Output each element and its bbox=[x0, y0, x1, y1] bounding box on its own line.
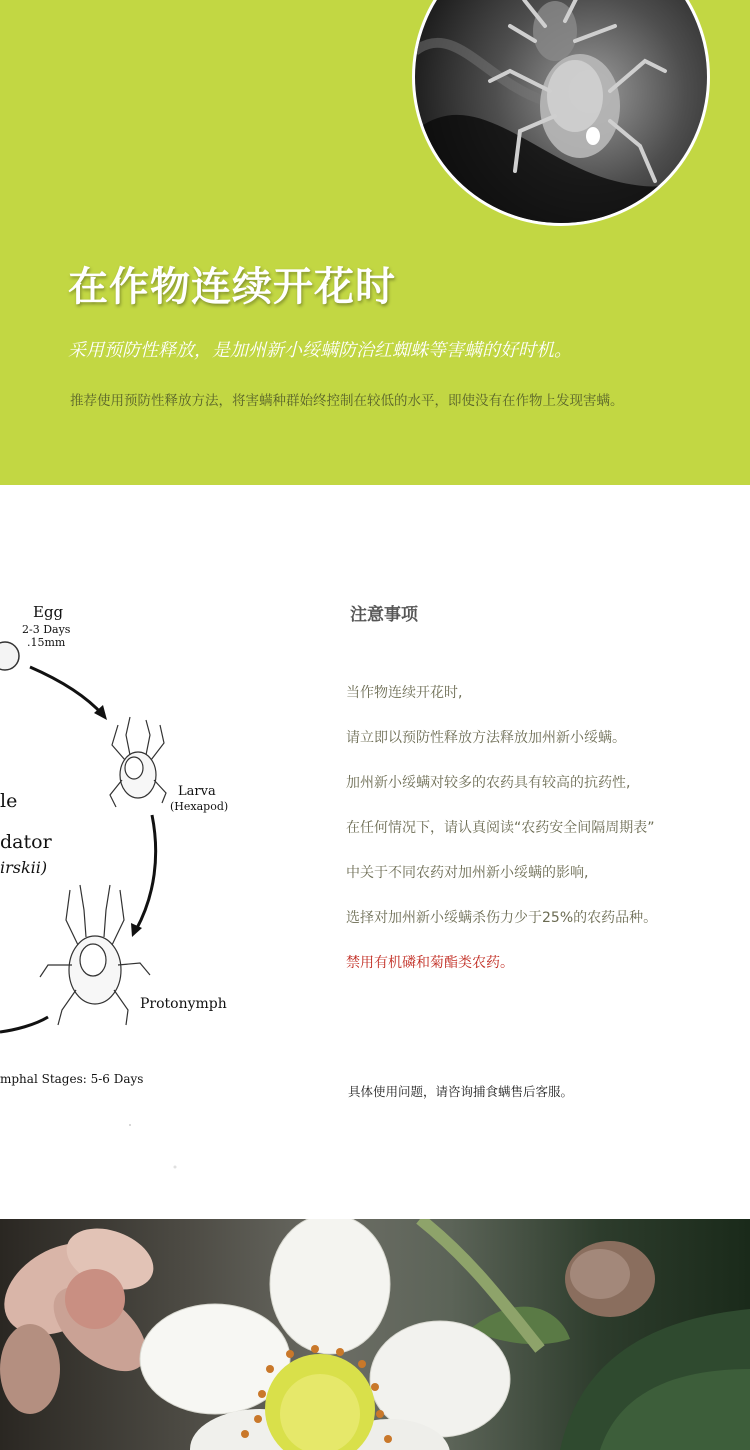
center-title-line3: irskii) bbox=[0, 858, 48, 877]
notes-item: 加州新小绥螨对较多的农药具有较高的抗药性, bbox=[346, 775, 631, 791]
hero-description: 推荐使用预防性释放方法，将害螨种群始终控制在较低的水平，即使没有在作物上发现害螨。 bbox=[70, 393, 624, 409]
notes-item: 请立即以预防性释放方法释放加州新小绥螨。 bbox=[346, 730, 626, 746]
notes-title: 注意事项 bbox=[350, 605, 418, 625]
protonymph-icon bbox=[40, 885, 150, 1025]
notes-list bbox=[346, 683, 657, 998]
egg-label: Egg bbox=[33, 603, 64, 621]
mite-lifecycle-diagram bbox=[0, 585, 330, 1185]
strawberry-flower-icon bbox=[0, 1219, 750, 1450]
larva-sub-label: (Hexapod) bbox=[170, 800, 229, 813]
notes-item: 选择对加州新小绥螨杀伤力少于25%的农药品种。 bbox=[346, 910, 658, 926]
egg-days: 2-3 Days bbox=[22, 623, 71, 636]
center-title-line2: dator bbox=[0, 831, 52, 853]
larva-icon bbox=[110, 717, 166, 807]
larva-label: Larva bbox=[178, 784, 216, 799]
notes-item: 当作物连续开花时, bbox=[346, 685, 463, 701]
protonymph-label: Protonymph bbox=[140, 996, 227, 1012]
notes-item: 中关于不同农药对加州新小绥螨的影响, bbox=[346, 865, 589, 881]
arrow-egg-larva bbox=[30, 667, 103, 715]
egg-icon bbox=[0, 642, 19, 670]
hero-subtitle: 采用预防性释放，是加州新小绥螨防治红蜘蛛等害螨的好时机。 bbox=[68, 340, 572, 361]
lifecycle-diagram-graphic bbox=[0, 585, 330, 1185]
hero-section bbox=[0, 0, 750, 485]
hero-title: 在作物连续开花时 bbox=[68, 263, 396, 310]
mite-photo-icon bbox=[415, 0, 707, 223]
contact-note: 具体使用问题，请咨询捕食螨售后客服。 bbox=[348, 1084, 574, 1099]
strawberry-flower-photo bbox=[0, 1219, 750, 1450]
egg-size: .15mm bbox=[27, 636, 66, 649]
notes-warning: 禁用有机磷和菊酯类农药。 bbox=[346, 955, 514, 971]
center-title-line1: le bbox=[0, 790, 18, 812]
arrow-protonymph-return bbox=[0, 1017, 48, 1032]
mite-photo bbox=[412, 0, 710, 226]
notes-item: 在任何情况下，请认真阅读“农药安全间隔周期表” bbox=[346, 820, 655, 836]
pink-flower bbox=[0, 1219, 162, 1414]
nymphal-stages-label: mphal Stages: 5-6 Days bbox=[0, 1072, 144, 1086]
arrow-larva-protonymph bbox=[136, 815, 156, 930]
